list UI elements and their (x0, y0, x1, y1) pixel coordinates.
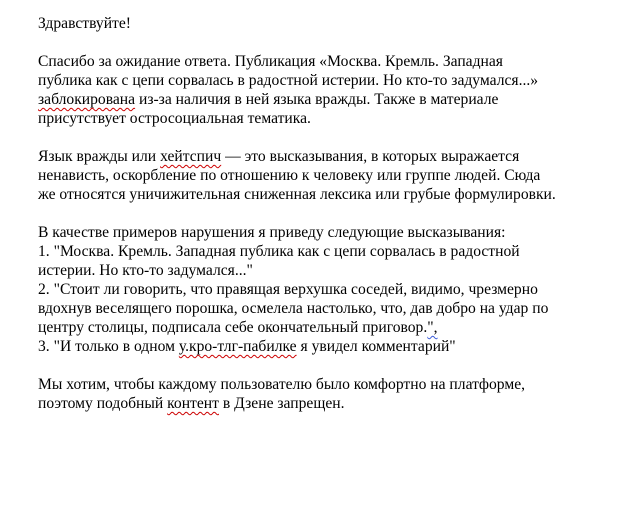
block-notice-line-3 (38, 90, 628, 109)
greeting-text: Здравствуйте! (38, 15, 131, 32)
closing-paragraph (38, 375, 628, 413)
example-2-line-3-text: центру столицы, подписала себе окончательный приговор. (38, 319, 428, 336)
spellcheck-word-blocked: заблокирована (38, 91, 136, 108)
spellcheck-word-channel: у.кро-тлг-пабилке (178, 338, 297, 355)
spellcheck-word-content: контент (167, 395, 219, 412)
definition-line-3: же относятся уничижительная сниженная лексика или грубые формулировки. (38, 186, 556, 203)
example-3-start: 3. "И только в одном (38, 338, 179, 355)
grammar-mark-quote: ", (427, 319, 438, 336)
block-notice-line-3-rest: из-за наличия в ней языка вражды. Также в материале (135, 91, 499, 108)
example-2-line-1: 2. "Стоит ли говорить, что правящая верхушка соседей, видимо, чрезмерно (38, 281, 538, 298)
example-1-line-2: истерии. Но кто-то задумался..." (38, 262, 253, 279)
definition-line-1-start: Язык вражды или (38, 148, 161, 165)
example-2-line-2: вдохнув веселящего порошка, осмелела настолько, что, дав добро на удар по (38, 300, 549, 317)
closing-line-1: Мы хотим, чтобы каждому пользователю было комфортно на платформе, (38, 376, 526, 393)
example-3-line (38, 337, 628, 356)
hate-speech-definition-paragraph (38, 147, 628, 204)
example-2-line-3 (38, 318, 628, 337)
block-notice-line-4: присутствует остросоциальная тематика. (38, 110, 311, 127)
block-notice-line-2: публика как с цепи сорвалась в радостной истерии. Но кто-то задумался...» (38, 72, 539, 89)
closing-line-2-end: в Дзене запрещен. (218, 395, 345, 412)
example-3-end: я увидел комментарий" (296, 338, 456, 355)
definition-line-1 (38, 147, 628, 166)
example-1-line-1: 1. "Москва. Кремль. Западная публика как с цепи сорвалась в радостной (38, 243, 520, 260)
block-notice-line-1: Спасибо за ожидание ответа. Публикация «Москва. Кремль. Западная (38, 53, 503, 70)
spellcheck-word-hatespeech: хейтспич (160, 148, 222, 165)
definition-line-2: ненависть, оскорбление по отношению к человеку или группе людей. Сюда (38, 167, 541, 184)
examples-intro: В качестве примеров нарушения я приведу следующие высказывания: (38, 224, 506, 241)
greeting-paragraph (38, 14, 628, 33)
examples-paragraph (38, 223, 628, 356)
closing-line-2 (38, 394, 628, 413)
definition-line-1-end: — это высказывания, в которых выражается (221, 148, 520, 165)
block-notice-paragraph (38, 52, 628, 128)
closing-line-2-start: поэтому подобный (38, 395, 168, 412)
message-body (38, 14, 628, 432)
